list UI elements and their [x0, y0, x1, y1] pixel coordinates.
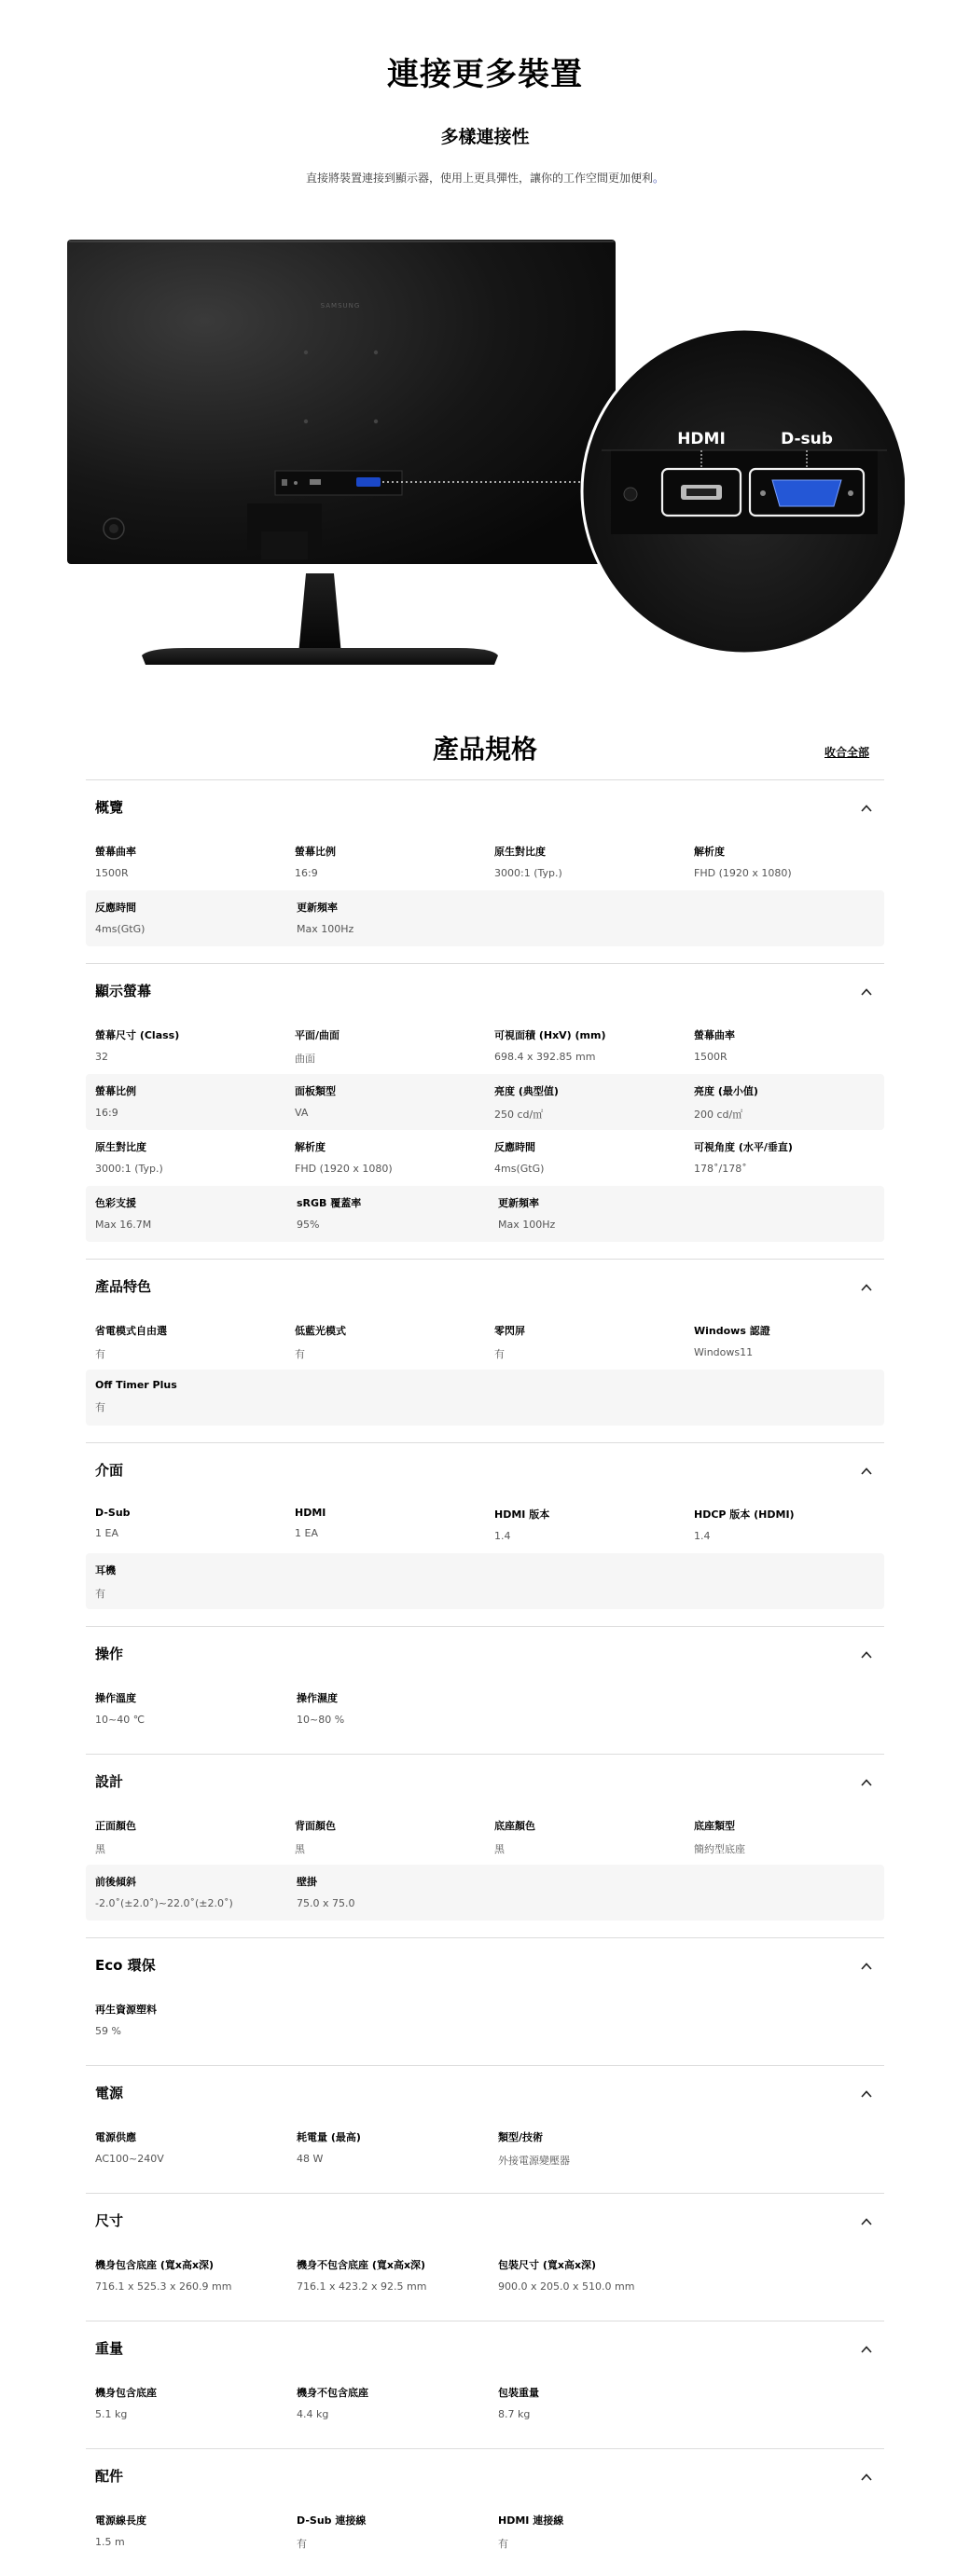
spec-item: [485, 1018, 685, 1074]
spec-group-title: 概覽: [95, 799, 124, 816]
spec-label: HDMI 連接線: [498, 2514, 564, 2527]
spec-item: [86, 890, 287, 946]
spec-row: [86, 1809, 884, 1865]
spec-item: [685, 1497, 884, 1553]
spec-item: [285, 1809, 485, 1865]
spec-label: 反應時間: [494, 1141, 535, 1153]
spec-label: 解析度: [694, 846, 725, 858]
spec-label: 螢幕曲率: [95, 846, 136, 858]
spec-value: 95%: [297, 1219, 320, 1231]
spec-row: [86, 1992, 884, 2048]
spec-value: 16:9: [295, 867, 318, 879]
spec-row: [86, 2248, 884, 2304]
spec-label: 反應時間: [95, 902, 136, 914]
spec-group-header[interactable]: [86, 2449, 884, 2503]
spec-item: [285, 834, 485, 890]
spec-label: 機身不包含底座: [297, 2387, 368, 2399]
spec-value: Max 16.7M: [95, 1219, 152, 1231]
spec-label: 底座顏色: [494, 1820, 535, 1832]
spec-item: [86, 1074, 285, 1130]
spec-label: Windows 認證: [694, 1325, 770, 1337]
spec-label: 原生對比度: [494, 846, 546, 858]
spec-value: 1 EA: [95, 1527, 118, 1539]
spec-row: [86, 1497, 884, 1553]
spec-group-title: 配件: [95, 2468, 124, 2485]
spec-value: Max 100Hz: [498, 1219, 556, 1231]
spec-item: [86, 1186, 287, 1242]
dsub-label: D-sub: [781, 430, 833, 448]
spec-value: 250 cd/㎡: [494, 1109, 544, 1121]
spec-item: [287, 2120, 489, 2176]
spec-item: [285, 1314, 485, 1370]
spec-label: HDCP 版本 (HDMI): [694, 1508, 795, 1521]
spec-item: [86, 834, 285, 890]
chevron-up-icon[interactable]: [860, 1465, 873, 1478]
spec-label: 螢幕尺寸 (Class): [95, 1029, 180, 1041]
spec-group-title: 設計: [95, 1773, 124, 1790]
spec-value: 1 EA: [295, 1527, 318, 1539]
spec-label: 操作濕度: [297, 1692, 338, 1704]
spec-value: 4ms(GtG): [494, 1163, 545, 1175]
spec-row: [86, 2503, 884, 2559]
spec-item: [685, 1074, 884, 1130]
spec-value: 黑: [295, 1843, 305, 1855]
spec-label: 耗電量 (最高): [297, 2131, 361, 2143]
spec-item: [485, 1130, 685, 1186]
spec-item: [86, 2503, 287, 2559]
spec-group-title: Eco 環保: [95, 1957, 156, 1974]
spec-item: [86, 1865, 287, 1921]
spec-item: [685, 1314, 884, 1370]
spec-label: 機身包含底座 (寬x高x深): [95, 2259, 215, 2271]
spec-group-header[interactable]: [86, 1938, 884, 1992]
spec-label: 解析度: [295, 1141, 326, 1153]
spec-item: [285, 1130, 485, 1186]
spec-group-header[interactable]: [86, 1260, 884, 1314]
spec-label: 平面/曲面: [295, 1029, 340, 1041]
spec-label: 省電模式自由選: [95, 1325, 167, 1337]
spec-item: [86, 1130, 285, 1186]
spec-row: [86, 1370, 884, 1426]
spec-group-title: 尺寸: [95, 2212, 124, 2229]
spec-label: 可視面積 (HxV) (mm): [494, 1029, 606, 1041]
spec-item: [685, 834, 884, 890]
spec-label: Off Timer Plus: [95, 1379, 177, 1391]
spec-label: 操作溫度: [95, 1692, 136, 1704]
spec-label: 機身包含底座: [95, 2387, 157, 2399]
spec-label: 底座類型: [694, 1820, 735, 1832]
chevron-up-icon[interactable]: [860, 2343, 873, 2356]
spec-group-header[interactable]: [86, 2321, 884, 2376]
spec-group-header[interactable]: [86, 2066, 884, 2120]
spec-item: [287, 1865, 489, 1921]
spec-value: 1.4: [694, 1530, 711, 1542]
spec-label: 低藍光模式: [295, 1325, 346, 1337]
spec-group-header[interactable]: [86, 780, 884, 834]
spec-group: [86, 1442, 884, 1626]
spec-item: [285, 1018, 485, 1074]
spec-group-title: 顯示螢幕: [95, 983, 152, 999]
spec-value: 716.1 x 423.2 x 92.5 mm: [297, 2280, 427, 2293]
spec-row: [86, 1865, 884, 1921]
spec-group: [86, 963, 884, 1259]
spec-item: [485, 834, 685, 890]
chevron-up-icon[interactable]: [860, 802, 873, 815]
spec-group-title: 產品特色: [95, 1278, 152, 1295]
chevron-up-icon[interactable]: [860, 2087, 873, 2101]
spec-row: [86, 1553, 884, 1609]
spec-group-title: 操作: [95, 1646, 124, 1662]
spec-value: 4.4 kg: [297, 2408, 329, 2420]
spec-group-header[interactable]: [86, 2194, 884, 2248]
spec-value: FHD (1920 x 1080): [694, 867, 792, 879]
spec-label: 螢幕比例: [95, 1085, 136, 1097]
spec-item: [685, 1018, 884, 1074]
spec-item: [685, 1130, 884, 1186]
specs-title: 產品規格: [432, 734, 537, 765]
spec-item: [489, 2503, 690, 2559]
spec-label: 再生資源塑料: [95, 2004, 157, 2016]
spec-label: 更新頻率: [297, 902, 338, 914]
chevron-up-icon[interactable]: [860, 1776, 873, 1789]
chevron-up-icon[interactable]: [860, 2471, 873, 2484]
collapse-all-link[interactable]: 收合全部: [824, 746, 870, 759]
spec-value: 黑: [494, 1843, 505, 1855]
spec-label: sRGB 覆蓋率: [297, 1197, 362, 1209]
spec-value: AC100~240V: [95, 2153, 164, 2165]
spec-value: 10~40 ℃: [95, 1714, 146, 1726]
spec-label: D-Sub 連接線: [297, 2514, 367, 2527]
spec-list: [86, 779, 884, 2576]
monitor-back-image: [65, 238, 905, 685]
spec-item: [86, 1992, 287, 2048]
spec-item: [489, 2120, 690, 2176]
spec-item: [485, 1809, 685, 1865]
spec-row: [86, 890, 884, 946]
spec-label: 機身不包含底座 (寬x高x深): [297, 2259, 426, 2271]
chevron-up-icon[interactable]: [860, 985, 873, 999]
spec-label: 面板類型: [295, 1085, 336, 1097]
spec-label: 色彩支援: [95, 1197, 136, 1209]
spec-value: FHD (1920 x 1080): [295, 1163, 393, 1175]
spec-value: 黑: [95, 1843, 105, 1855]
spec-value: 1.5 m: [95, 2536, 125, 2548]
spec-item: [287, 2248, 489, 2304]
hero-subtitle: 多樣連接性: [440, 127, 530, 147]
spec-group-title: 電源: [95, 2085, 124, 2101]
spec-item: [489, 1186, 690, 1242]
brand-logo: SAMSUNG: [320, 302, 361, 310]
spec-group-header[interactable]: [86, 1443, 884, 1497]
spec-group-title: 介面: [95, 1462, 124, 1479]
spec-item: [485, 1497, 685, 1553]
spec-row: [86, 1314, 884, 1370]
spec-item: [86, 1681, 287, 1737]
spec-value: 有: [295, 1348, 305, 1360]
spec-item: [489, 2248, 690, 2304]
spec-row: [86, 1018, 884, 1074]
spec-label: 原生對比度: [95, 1141, 146, 1153]
hero-title: 連接更多裝置: [387, 56, 583, 93]
spec-value: 外接電源變壓器: [498, 2155, 570, 2167]
chevron-up-icon[interactable]: [860, 1281, 873, 1294]
hero-description-dot: 。: [653, 172, 665, 185]
spec-item: [485, 1074, 685, 1130]
spec-item: [285, 1497, 485, 1553]
spec-row: [86, 1681, 884, 1737]
spec-value: 75.0 x 75.0: [297, 1897, 355, 1909]
spec-group: [86, 1754, 884, 1937]
spec-item: [287, 1681, 489, 1737]
spec-group-title: 重量: [95, 2340, 124, 2357]
spec-label: 電源供應: [95, 2131, 136, 2143]
spec-value: 3000:1 (Typ.): [494, 867, 562, 879]
spec-label: 亮度 (典型值): [494, 1085, 559, 1097]
spec-label: 螢幕比例: [295, 846, 336, 858]
spec-value: 有: [95, 1588, 105, 1600]
spec-item: [287, 1186, 489, 1242]
spec-value: -2.0˚(±2.0˚)~22.0˚(±2.0˚): [95, 1897, 233, 1909]
spec-item: [287, 890, 489, 946]
spec-item: [685, 1809, 884, 1865]
spec-item: [86, 1553, 287, 1609]
spec-group-header[interactable]: [86, 964, 884, 1018]
spec-item: [285, 1074, 485, 1130]
spec-label: 電源線長度: [95, 2514, 146, 2527]
spec-value: 48 W: [297, 2153, 324, 2165]
spec-value: 900.0 x 205.0 x 510.0 mm: [498, 2280, 635, 2293]
spec-group-header[interactable]: [86, 1627, 884, 1681]
spec-value: 1.4: [494, 1530, 511, 1542]
spec-group-header[interactable]: [86, 1755, 884, 1809]
spec-row: [86, 834, 884, 890]
spec-label: 類型/技術: [498, 2131, 544, 2143]
spec-label: 背面顏色: [295, 1820, 336, 1832]
spec-group: [86, 2065, 884, 2193]
spec-item: [86, 1018, 285, 1074]
spec-label: 包裝重量: [498, 2387, 539, 2399]
spec-value: 4ms(GtG): [95, 923, 146, 935]
spec-value: 716.1 x 525.3 x 260.9 mm: [95, 2280, 232, 2293]
spec-value: 698.4 x 392.85 mm: [494, 1051, 596, 1063]
spec-item: [485, 1314, 685, 1370]
spec-label: 正面顏色: [95, 1820, 136, 1832]
spec-value: 有: [498, 2538, 508, 2550]
spec-label: 壁掛: [297, 1876, 317, 1888]
spec-group: [86, 1626, 884, 1754]
hdmi-label: HDMI: [677, 430, 726, 448]
spec-label: 亮度 (最小值): [694, 1085, 758, 1097]
spec-label: 包裝尺寸 (寬x高x深): [498, 2259, 597, 2271]
spec-value: VA: [295, 1107, 309, 1119]
spec-value: 5.1 kg: [95, 2408, 128, 2420]
spec-group: [86, 1259, 884, 1442]
spec-value: 有: [297, 2538, 307, 2550]
spec-value: 3000:1 (Typ.): [95, 1163, 163, 1175]
spec-value: 有: [95, 1348, 105, 1360]
spec-label: HDMI: [295, 1507, 326, 1519]
spec-item: [86, 1809, 285, 1865]
spec-label: 可視角度 (水平/垂直): [694, 1141, 793, 1153]
spec-label: 前後傾斜: [95, 1876, 136, 1888]
spec-value: 16:9: [95, 1107, 118, 1119]
hero-description-text: 直接將裝置連接到顯示器，使用上更具彈性，讓你的工作空間更加便利: [305, 172, 653, 185]
spec-value: 有: [494, 1348, 505, 1360]
spec-value: Windows11: [694, 1346, 754, 1358]
spec-item: [489, 2376, 690, 2431]
spec-item: [86, 1370, 287, 1426]
spec-row: [86, 1186, 884, 1242]
spec-group: [86, 779, 884, 963]
spec-item: [86, 2120, 287, 2176]
spec-item: [86, 1497, 285, 1553]
spec-group: [86, 2193, 884, 2321]
spec-label: D-Sub: [95, 1507, 131, 1519]
spec-value: 8.7 kg: [498, 2408, 531, 2420]
spec-label: 螢幕曲率: [694, 1029, 735, 1041]
spec-value: 200 cd/㎡: [694, 1109, 743, 1121]
spec-value: 1500R: [694, 1051, 728, 1063]
hero-description: [0, 170, 970, 186]
spec-value: 有: [95, 1401, 105, 1413]
chevron-up-icon[interactable]: [860, 1648, 873, 1661]
spec-item: [287, 2503, 489, 2559]
spec-value: Max 100Hz: [297, 923, 354, 935]
spec-label: 耳機: [95, 1564, 116, 1577]
spec-group: [86, 1937, 884, 2065]
spec-label: 更新頻率: [498, 1197, 539, 1209]
spec-row: [86, 1130, 884, 1186]
chevron-up-icon[interactable]: [860, 1960, 873, 1973]
spec-item: [287, 2376, 489, 2431]
spec-row: [86, 2120, 884, 2176]
spec-value: 10~80 %: [297, 1714, 345, 1726]
spec-value: 178˚/178˚: [694, 1163, 747, 1175]
spec-label: HDMI 版本: [494, 1508, 550, 1521]
spec-value: 簡約型底座: [694, 1843, 745, 1855]
spec-row: [86, 2376, 884, 2431]
spec-item: [86, 2376, 287, 2431]
chevron-up-icon[interactable]: [860, 2215, 873, 2228]
spec-value: 1500R: [95, 867, 129, 879]
spec-item: [86, 2248, 287, 2304]
spec-label: 零閃屏: [494, 1325, 525, 1337]
spec-row: [86, 1074, 884, 1130]
spec-item: [86, 1314, 285, 1370]
spec-group: [86, 2321, 884, 2448]
spec-value: 曲面: [295, 1053, 315, 1065]
spec-group: [86, 2448, 884, 2576]
spec-value: 32: [95, 1051, 108, 1063]
spec-value: 59 %: [95, 2025, 121, 2037]
